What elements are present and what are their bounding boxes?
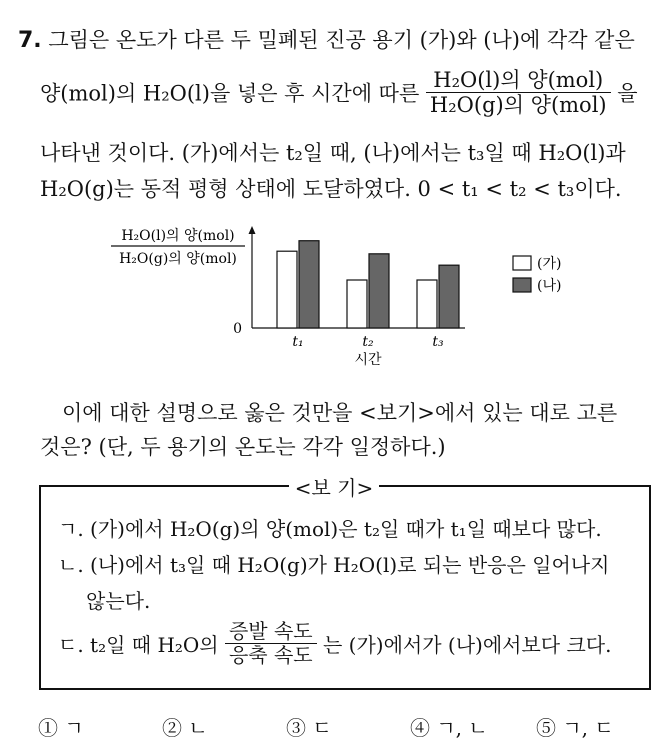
bar-chart xyxy=(105,222,595,372)
y-origin-label: 0 xyxy=(233,321,242,337)
question-line-2 xyxy=(40,68,638,117)
prompt-line-1: 이에 대한 설명으로 옳은 것만을 <보기>에서 있는 대로 고른 xyxy=(62,401,618,425)
choice-4[interactable]: ④ ㄱ, ㄴ xyxy=(410,716,488,740)
x-tick-label-2: t₂ xyxy=(362,334,374,350)
question-line-1 xyxy=(18,24,635,54)
question-line-4: H₂O(g)는 동적 평형 상태에 도달하였다. 0 < t₁ < t₂ < t₃이다. xyxy=(40,177,622,201)
y-axis-label-denominator: H₂O(g)의 양(mol) xyxy=(119,251,237,267)
question-line-3: 나타낸 것이다. (가)에서는 t₂일 때, (나)에서는 t₃일 때 H₂O(l)과 xyxy=(40,141,626,165)
y-axis-arrow xyxy=(249,226,256,234)
ratio-numerator: H₂O(l)의 양(mol) xyxy=(426,68,611,93)
bogi-title-text: <보 기> xyxy=(289,476,380,500)
choice-2[interactable]: ② ㄴ xyxy=(162,716,208,740)
rate-numerator: 증발 속도 xyxy=(225,620,317,644)
rate-denominator: 응축 속도 xyxy=(228,643,313,667)
y-axis-label-numerator: H₂O(l)의 양(mol) xyxy=(121,228,235,244)
bogi-item-b: ㄴ. (나)에서 t₃일 때 H₂O(g)가 H₂O(l)로 되는 반응은 일어나지 xyxy=(58,553,610,577)
bar-ga-3 xyxy=(417,280,437,328)
rate-fraction xyxy=(225,620,317,667)
choice-3[interactable]: ③ ㄷ xyxy=(286,716,332,740)
legend-swatch-ga xyxy=(513,256,531,270)
prompt-line-2: 것은? (단, 두 용기의 온도는 각각 일정하다.) xyxy=(40,435,446,459)
bogi-item-c-prefix: ㄷ. t₂일 때 H₂O의 xyxy=(58,633,219,657)
bogi-title xyxy=(0,472,668,501)
question-line-2-prefix: 양(mol)의 H₂O(l)을 넣은 후 시간에 따른 xyxy=(40,81,420,106)
choice-1[interactable]: ① ㄱ xyxy=(38,716,84,740)
x-tick-label-3: t₃ xyxy=(432,334,444,350)
legend-swatch-na xyxy=(513,278,531,292)
bogi-item-c xyxy=(58,620,611,667)
ratio-denominator: H₂O(g)의 양(mol) xyxy=(429,93,607,118)
legend-label-ga: (가) xyxy=(537,256,562,272)
bogi-item-c-suffix: 는 (가)에서가 (나)에서보다 크다. xyxy=(322,633,612,657)
x-tick-label-1: t₁ xyxy=(292,334,304,350)
bogi-item-b-cont: 않는다. xyxy=(86,589,151,613)
bar-ga-2 xyxy=(347,280,367,328)
x-axis-label: 시간 xyxy=(354,352,382,368)
bar-na-1 xyxy=(299,241,319,328)
question-line-1-text: 그림은 온도가 다른 두 밀폐된 진공 용기 (가)와 (나)에 각각 같은 xyxy=(48,28,635,52)
bar-na-2 xyxy=(369,254,389,328)
bogi-item-a: ㄱ. (가)에서 H₂O(g)의 양(mol)은 t₂일 때가 t₁일 때보다 많다. xyxy=(58,517,602,541)
ratio-fraction xyxy=(426,68,611,117)
choice-5[interactable]: ⑤ ㄱ, ㄷ xyxy=(536,716,614,740)
bar-ga-1 xyxy=(277,251,297,328)
question-line-2-suffix: 을 xyxy=(617,81,638,106)
bar-na-3 xyxy=(439,265,459,328)
legend-label-na: (나) xyxy=(537,278,562,294)
question-number: 7. xyxy=(18,28,42,53)
